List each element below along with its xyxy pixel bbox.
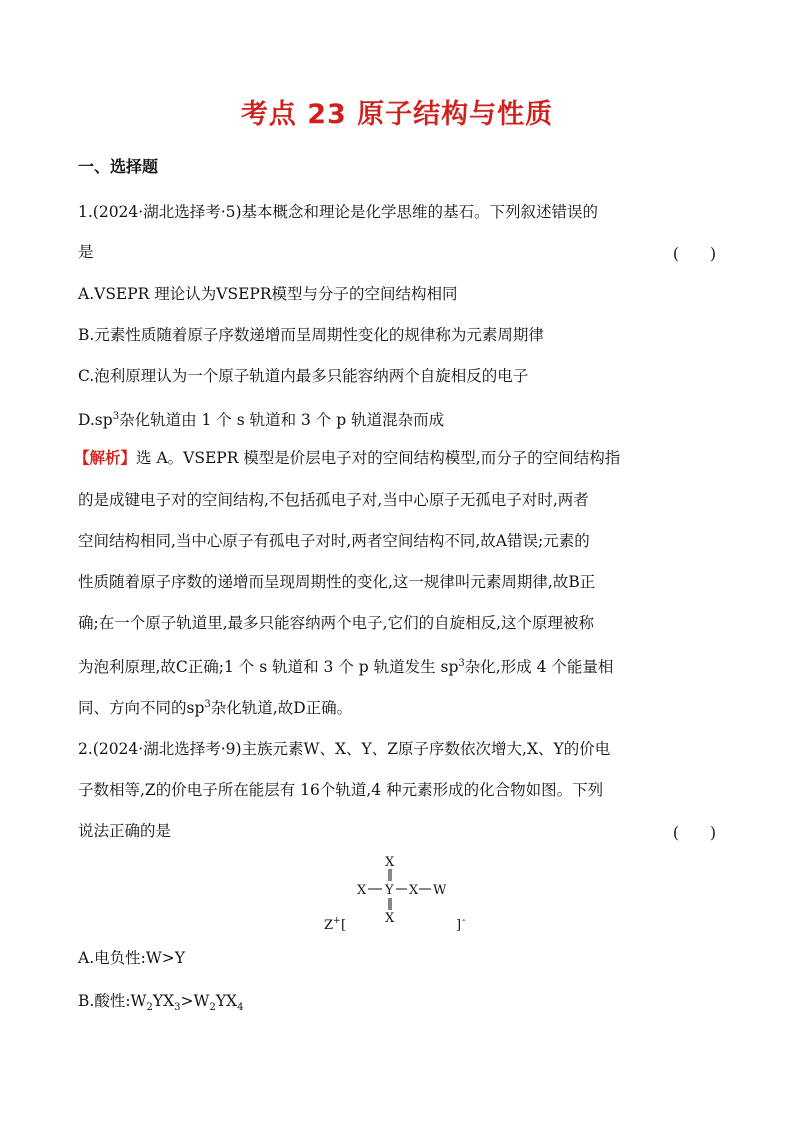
structure-diagram xyxy=(318,852,478,932)
q1-stem-line2: 是 xyxy=(78,243,94,261)
diagram-cation-charge: + xyxy=(333,916,341,926)
q2-option-a: A.电负性:W>Y xyxy=(78,949,185,967)
q2-option-b-y2: YX xyxy=(215,992,238,1010)
diagram-atom-x-right: X xyxy=(409,883,419,898)
q2-option-b-sub3: 2 xyxy=(209,1002,216,1014)
q1-analysis-line5: 确;在一个原子轨道里,最多只能容纳两个电子,它们的自旋相反,这个原理被称 xyxy=(78,614,595,632)
q2-option-b-y1: YX xyxy=(152,992,175,1010)
diagram-atom-w: W xyxy=(433,883,447,898)
q1-option-d-pre: D.sp xyxy=(78,411,113,430)
q1-stem-line1: 1.(2024·湖北选择考·5)基本概念和理论是化学思维的基石。下列叙述错误的 xyxy=(78,203,599,221)
diagram-atom-x-bottom: X xyxy=(385,911,395,926)
diagram-anion-charge: - xyxy=(462,915,466,926)
diagram-cation: Z xyxy=(324,918,334,932)
q2-option-b-w1: W xyxy=(130,992,147,1010)
q2-option-b-sub2: 3 xyxy=(174,1002,181,1014)
q1-analysis-l7-sup: 3 xyxy=(204,699,211,710)
q2-option-b-gt: > xyxy=(180,992,194,1010)
q1-option-c: C.泡利原理认为一个原子轨道内最多只能容纳两个自旋相反的电子 xyxy=(78,367,529,385)
q1-analysis-line2: 的是成键电子对的空间结构,不包括孤电子对,当中心原子无孤电子对时,两者 xyxy=(78,491,589,509)
q1-analysis-l7-post: 杂化轨道,故D正确。 xyxy=(210,699,353,718)
page-title: 考点 23 原子结构与性质 xyxy=(240,99,554,130)
diagram-atom-y-center: Y xyxy=(385,883,394,898)
q1-analysis-line1 xyxy=(74,448,714,468)
q1-option-a: A.VSEPR 理论认为VSEPR模型与分子的空间结构相同 xyxy=(78,285,458,303)
q1-option-d xyxy=(78,407,718,430)
q2-stem-line2: 子数相等,Z的价电子所在能层有 16个轨道,4 种元素形成的化合物如图。下列 xyxy=(78,781,604,799)
q1-option-b: B.元素性质随着原子序数递增而呈周期性变化的规律称为元素周期律 xyxy=(78,326,544,344)
q2-option-b-label: B.酸性: xyxy=(78,992,131,1010)
diagram-bracket-open: [ xyxy=(341,918,347,932)
q1-answer-blank: ( ) xyxy=(672,245,716,263)
q2-answer-blank: ( ) xyxy=(672,824,716,842)
q1-option-d-sup: 3 xyxy=(112,411,120,422)
q1-analysis-line3: 空间结构相同,当中心原子有孤电子对时,两者空间结构不同,故A错误;元素的 xyxy=(78,532,590,550)
q1-analysis-l6-pre: 为泡利原理,故C正确;1 个 s 轨道和 3 个 p 轨道发生 sp xyxy=(78,658,459,677)
q2-option-b xyxy=(78,991,718,1018)
q1-option-d-post: 杂化轨道由 1 个 s 轨道和 3 个 p 轨道混杂而成 xyxy=(119,411,445,430)
q1-analysis-line7 xyxy=(78,695,718,718)
analysis-tag: 【解析】 xyxy=(74,449,137,467)
q2-stem-line1: 2.(2024·湖北选择考·9)主族元素W、X、Y、Z原子序数依次增大,X、Y的价电 xyxy=(78,740,611,758)
q2-option-b-sub1: 2 xyxy=(146,1002,153,1014)
diagram-bracket-close: ] xyxy=(456,918,462,932)
q1-analysis-line6 xyxy=(78,654,718,677)
q1-analysis-l6-post: 杂化,形成 4 个能量相 xyxy=(464,658,614,677)
diagram-atom-x-top: X xyxy=(385,855,395,870)
q2-option-b-w2: W xyxy=(193,992,210,1010)
q1-analysis-line4: 性质随着原子序数的递增而呈现周期性的变化,这一规律叫元素周期律,故B正 xyxy=(78,573,596,591)
q2-stem-line3: 说法正确的是 xyxy=(78,822,172,840)
q2-option-b-sub4: 4 xyxy=(237,1002,244,1014)
q1-analysis-l7-pre: 同、方向不同的sp xyxy=(78,699,205,718)
section-heading: 一、选择题 xyxy=(78,157,159,176)
q1-analysis-text1: 选 A。VSEPR 模型是价层电子对的空间结构模型,而分子的空间结构指 xyxy=(136,449,621,467)
q1-analysis-l6-sup: 3 xyxy=(458,658,465,669)
diagram-atom-x-left: X xyxy=(357,883,367,898)
